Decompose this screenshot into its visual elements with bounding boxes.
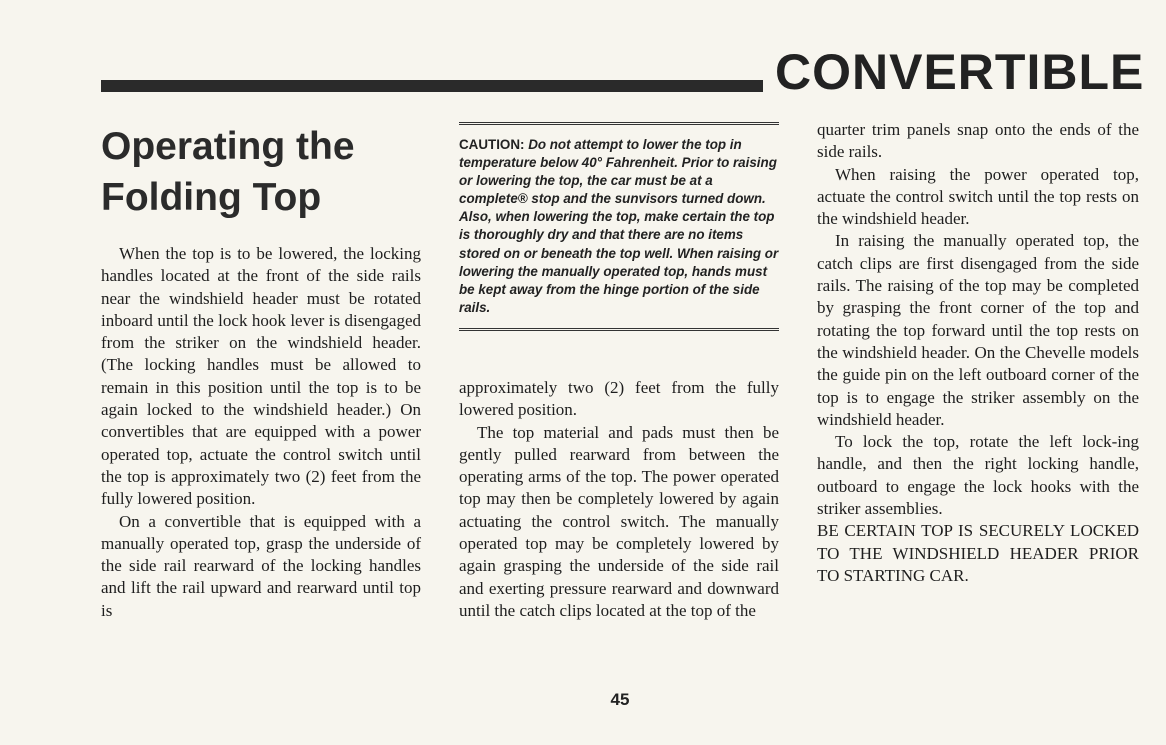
section-title: CONVERTIBLE [775,44,1145,100]
paragraph-locking: To lock the top, rotate the left lock-ing handle, and then the right locking handle, outboard to engage the lock hooks with the striker assemblies. [817,432,1139,519]
paragraph-manual-lowering: On a convertible that is equipped with a manually operated top, grasp the underside of the side rail rearward of the locking handles and lift the rail upward and rearward until top is [101,511,421,620]
page-title-line-1: Operating the [101,125,355,168]
page-title [101,121,431,223]
paragraph-manual-raising: In raising the manually operated top, the catch clips are first disengaged from the side rails. The raising of the top may be completed by grasping the front corner of the top and rotating the top forward until the top rests on the windshield header. On the Chevelle models the guide pin on the left outboard corner of the top is to engage the striker assembly on the windshield header. [817,231,1139,429]
page-number: 45 [610,690,630,709]
header-rule [101,80,763,92]
paragraph-continued: approximately two (2) feet from the fully lowered position. [459,378,779,420]
page-title-line-2: Folding Top [101,176,322,219]
caution-label: CAUTION: [459,137,529,152]
paragraph-power-raising: When raising the power operated top, actuate the control switch until the top rests on the windshield header. [817,164,1139,229]
text-column-2 [459,377,779,622]
warning-text: BE CERTAIN TOP IS SECURELY LOCKED TO THE WINDSHIELD HEADER PRIOR TO STARTING CAR. [817,521,1139,585]
paragraph-lowering: When the top is to be lowered, the locking handles located at the front of the side rails near the windshield header must be rotated inboard until the lock hook lever is disengaged from the striker on the windshield header. (The locking handles must be allowed to remain in this position until the top is to be again locked to the windshield header.) On convertibles that are equipped with a power operated top, actuate the control switch until the top is approximately two (2) feet from the fully lowered position. [101,244,421,509]
text-column-1 [101,243,421,622]
caution-text: Do not attempt to lower the top in temperature below 40° Fahrenheit. Prior to raising or lowering the top, the car must be at a complete® stop and the sunvisors turned down. Also, when lowering the top, make certain the top is thoroughly dry and that there are no items stored on or beneath the top well. When raising or lowering the manually operated top, hands must be kept away from the hinge portion of the side rails. [459,137,779,315]
paragraph-top-material: The top material and pads must then be gently pulled rearward from between the operating arms of the top. The power operated top may then be completely lowered by again actuating the control switch. The manually operated top may be completely lowered by again grasping the underside of the side rail and exerting pressure rearward and downward until the catch clips located at the top of the [459,422,779,620]
text-column-3 [817,119,1139,587]
paragraph-continued-2: quarter trim panels snap onto the ends of the side rails. [817,120,1139,162]
caution-box [459,122,779,331]
